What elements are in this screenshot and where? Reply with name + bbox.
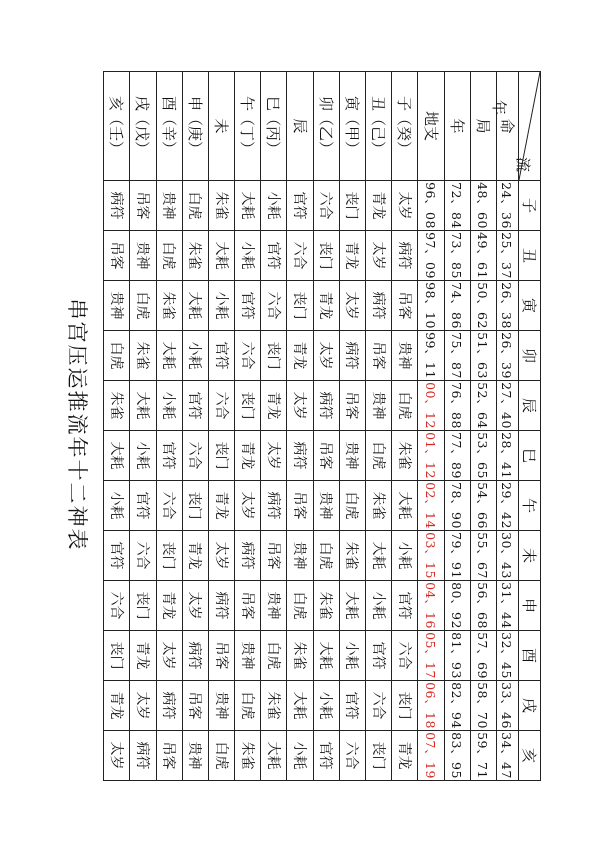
age-cell: 98、10	[418, 281, 444, 331]
branch-header: 寅	[519, 281, 541, 331]
age-cell: 06、18	[418, 681, 444, 731]
year-row	[130, 72, 156, 781]
god-cell: 小耗	[287, 731, 313, 781]
god-cell: 六合	[235, 331, 261, 381]
age-cell: 54、66	[470, 481, 496, 531]
god-cell: 六合	[366, 681, 392, 731]
god-cell: 太岁	[130, 681, 156, 731]
god-cell: 太岁	[261, 431, 287, 481]
god-cell: 病符	[392, 231, 418, 281]
god-cell: 大耗	[313, 631, 339, 681]
age-cell: 80、92	[444, 581, 470, 631]
year-row	[261, 72, 287, 781]
age-cell: 51、63	[470, 331, 496, 381]
god-cell: 太岁	[182, 581, 208, 631]
year-row-label: 戌（戊）	[130, 72, 156, 181]
branch-header: 子	[519, 181, 541, 231]
god-cell: 朱雀	[313, 581, 339, 631]
god-cell: 青龙	[235, 431, 261, 481]
god-cell: 青龙	[182, 531, 208, 581]
god-cell: 大耗	[235, 181, 261, 231]
corner-diagonal-cell	[490, 72, 541, 181]
age-cell: 97、09	[418, 231, 444, 281]
year-row	[313, 72, 339, 781]
age-cell: 77、89	[444, 431, 470, 481]
god-cell: 小耗	[235, 231, 261, 281]
god-cell: 丧门	[392, 681, 418, 731]
god-cell: 太岁	[339, 281, 365, 331]
god-cell: 朱雀	[104, 381, 130, 431]
age-cell: 26、39	[497, 331, 519, 381]
age-cell: 24、36	[497, 181, 519, 231]
age-cell: 28、41	[497, 431, 519, 481]
god-cell: 大耗	[130, 381, 156, 431]
age-cell: 27、40	[497, 381, 519, 431]
god-cell: 官符	[392, 581, 418, 631]
age-cell: 52、64	[470, 381, 496, 431]
year-row	[287, 72, 313, 781]
god-cell: 贵神	[366, 381, 392, 431]
age-cell: 25、37	[497, 231, 519, 281]
branch-header: 卯	[519, 331, 541, 381]
god-cell: 丧门	[339, 181, 365, 231]
age-cell: 59、71	[470, 731, 496, 781]
age-cell: 02、14	[418, 481, 444, 531]
god-cell: 贵神	[182, 731, 208, 781]
god-cell: 吊客	[366, 331, 392, 381]
god-cell: 病符	[130, 731, 156, 781]
god-cell: 白虎	[339, 481, 365, 531]
god-cell: 青龙	[287, 331, 313, 381]
god-cell: 吊客	[392, 281, 418, 331]
god-cell: 朱雀	[261, 681, 287, 731]
god-cell: 白虎	[366, 431, 392, 481]
god-cell: 吊客	[235, 581, 261, 631]
god-cell: 丧门	[208, 431, 234, 481]
god-cell: 丧门	[235, 381, 261, 431]
age-cell: 32、45	[497, 631, 519, 681]
twelve-gods-table	[103, 71, 541, 781]
god-cell: 青龙	[313, 281, 339, 331]
age-row-label: 地支	[418, 72, 444, 181]
branch-header: 酉	[519, 631, 541, 681]
age-cell: 34、47	[497, 731, 519, 781]
year-row-label: 未	[208, 72, 234, 181]
age-cell: 76、88	[444, 381, 470, 431]
god-cell: 朱雀	[392, 431, 418, 481]
age-cell: 31、44	[497, 581, 519, 631]
year-row-label: 午（丁）	[235, 72, 261, 181]
god-cell: 官符	[287, 181, 313, 231]
god-cell: 官符	[182, 381, 208, 431]
god-cell: 青龙	[104, 681, 130, 731]
god-cell: 小耗	[104, 481, 130, 531]
god-cell: 吊客	[287, 481, 313, 531]
branch-header: 戌	[519, 681, 541, 731]
age-cell: 03、15	[418, 531, 444, 581]
god-cell: 丧门	[366, 731, 392, 781]
god-cell: 吊客	[313, 431, 339, 481]
god-cell: 朱雀	[339, 531, 365, 581]
god-cell: 太岁	[156, 631, 182, 681]
god-cell: 小耗	[130, 431, 156, 481]
god-cell: 朱雀	[208, 181, 234, 231]
age-cell: 26、38	[497, 281, 519, 331]
year-row	[208, 72, 234, 781]
age-row-label: 命	[497, 72, 519, 181]
branch-header: 巳	[519, 431, 541, 481]
god-cell: 白虎	[392, 381, 418, 431]
age-cell: 48、60	[470, 181, 496, 231]
god-cell: 白虎	[313, 531, 339, 581]
god-cell: 大耗	[104, 431, 130, 481]
age-cell: 53、65	[470, 431, 496, 481]
god-cell: 病符	[156, 681, 182, 731]
god-cell: 小耗	[339, 631, 365, 681]
age-cell: 96、08	[418, 181, 444, 231]
god-cell: 太岁	[235, 481, 261, 531]
god-cell: 白虎	[287, 581, 313, 631]
god-cell: 官符	[104, 531, 130, 581]
god-cell: 病符	[366, 281, 392, 331]
branch-header-row	[519, 72, 541, 781]
god-cell: 贵神	[208, 681, 234, 731]
god-cell: 朱雀	[366, 481, 392, 531]
god-cell: 大耗	[261, 731, 287, 781]
god-cell: 大耗	[156, 331, 182, 381]
god-cell: 贵神	[339, 431, 365, 481]
god-cell: 贵神	[392, 331, 418, 381]
god-cell: 六合	[130, 531, 156, 581]
god-cell: 小耗	[261, 181, 287, 231]
god-cell: 六合	[392, 631, 418, 681]
god-cell: 六合	[287, 231, 313, 281]
god-cell: 大耗	[208, 231, 234, 281]
year-row-label: 丑（己）	[366, 72, 392, 181]
god-cell: 青龙	[156, 581, 182, 631]
year-row-label: 辰	[287, 72, 313, 181]
year-row-label: 亥（壬）	[104, 72, 130, 181]
year-row-label: 卯（乙）	[313, 72, 339, 181]
god-cell: 青龙	[366, 181, 392, 231]
year-row	[182, 72, 208, 781]
branch-header: 未	[519, 531, 541, 581]
god-cell: 白虎	[208, 731, 234, 781]
god-cell: 白虎	[130, 281, 156, 331]
god-cell: 六合	[104, 581, 130, 631]
god-cell: 朱雀	[130, 331, 156, 381]
god-cell: 小耗	[182, 331, 208, 381]
god-cell: 朱雀	[287, 631, 313, 681]
god-cell: 太岁	[104, 731, 130, 781]
year-row	[104, 72, 130, 781]
age-row	[444, 72, 470, 781]
god-cell: 朱雀	[182, 231, 208, 281]
god-cell: 太岁	[392, 181, 418, 231]
age-row	[470, 72, 496, 781]
god-cell: 六合	[339, 731, 365, 781]
god-cell: 小耗	[313, 681, 339, 731]
god-cell: 大耗	[392, 481, 418, 531]
age-cell: 75、87	[444, 331, 470, 381]
god-cell: 吊客	[156, 731, 182, 781]
god-cell: 吊客	[261, 531, 287, 581]
god-cell: 病符	[287, 431, 313, 481]
god-cell: 官符	[366, 631, 392, 681]
god-cell: 病符	[235, 531, 261, 581]
god-cell: 贵神	[287, 531, 313, 581]
god-cell: 官符	[156, 431, 182, 481]
god-cell: 贵神	[235, 631, 261, 681]
god-cell: 白虎	[156, 231, 182, 281]
age-cell: 55、67	[470, 531, 496, 581]
god-cell: 青龙	[339, 231, 365, 281]
branch-header: 午	[519, 481, 541, 531]
year-row-label: 寅（甲）	[339, 72, 365, 181]
god-cell: 大耗	[182, 281, 208, 331]
god-cell: 白虎	[182, 181, 208, 231]
god-cell: 病符	[313, 381, 339, 431]
god-cell: 太岁	[313, 331, 339, 381]
age-cell: 81、93	[444, 631, 470, 681]
god-cell: 病符	[208, 581, 234, 631]
god-cell: 官符	[208, 331, 234, 381]
age-cell: 78、90	[444, 481, 470, 531]
god-cell: 官符	[339, 681, 365, 731]
age-cell: 56、68	[470, 581, 496, 631]
god-cell: 贵神	[156, 181, 182, 231]
god-cell: 吊客	[208, 631, 234, 681]
age-cell: 33、46	[497, 681, 519, 731]
year-row	[156, 72, 182, 781]
god-cell: 吊客	[104, 231, 130, 281]
god-cell: 丧门	[287, 281, 313, 331]
god-cell: 官符	[235, 281, 261, 331]
age-row	[418, 72, 444, 781]
god-cell: 官符	[261, 231, 287, 281]
year-row	[392, 72, 418, 781]
age-cell: 99、11	[418, 331, 444, 381]
age-row-label: 局	[470, 72, 496, 181]
year-row-label: 申（庚）	[182, 72, 208, 181]
branch-header: 申	[519, 581, 541, 631]
age-cell: 82、94	[444, 681, 470, 731]
age-cell: 73、85	[444, 231, 470, 281]
god-cell: 丧门	[313, 231, 339, 281]
year-row	[339, 72, 365, 781]
god-cell: 白虎	[261, 631, 287, 681]
god-cell: 太岁	[287, 381, 313, 431]
age-cell: 04、16	[418, 581, 444, 631]
age-cell: 50、62	[470, 281, 496, 331]
branch-header: 辰	[519, 381, 541, 431]
god-cell: 贵神	[261, 581, 287, 631]
god-cell: 贵神	[130, 231, 156, 281]
god-cell: 六合	[156, 481, 182, 531]
god-cell: 朱雀	[156, 281, 182, 331]
page-title: 串宫压运推流年十二神表	[65, 298, 89, 552]
age-cell: 74、86	[444, 281, 470, 331]
god-cell: 大耗	[287, 681, 313, 731]
god-cell: 官符	[130, 481, 156, 531]
table-area	[103, 71, 541, 780]
god-cell: 六合	[261, 281, 287, 331]
god-cell: 青龙	[208, 481, 234, 531]
god-cell: 小耗	[366, 581, 392, 631]
god-cell: 六合	[182, 431, 208, 481]
age-cell: 79、91	[444, 531, 470, 581]
god-cell: 丧门	[104, 631, 130, 681]
god-cell: 吊客	[182, 681, 208, 731]
year-row	[235, 72, 261, 781]
age-cell: 83、95	[444, 731, 470, 781]
god-cell: 青龙	[392, 731, 418, 781]
age-cell: 72、84	[444, 181, 470, 231]
god-cell: 病符	[261, 481, 287, 531]
god-cell: 太岁	[208, 531, 234, 581]
god-cell: 丧门	[130, 581, 156, 631]
age-row-label: 年	[444, 72, 470, 181]
year-row-label: 子（癸）	[392, 72, 418, 181]
god-cell: 小耗	[156, 381, 182, 431]
god-cell: 白虎	[235, 681, 261, 731]
age-cell: 58、70	[470, 681, 496, 731]
god-cell: 贵神	[104, 281, 130, 331]
year-row-label: 酉（辛）	[156, 72, 182, 181]
age-row	[497, 72, 519, 781]
god-cell: 病符	[104, 181, 130, 231]
corner-label-top: 流	[514, 156, 532, 172]
god-cell: 太岁	[366, 231, 392, 281]
god-cell: 大耗	[339, 581, 365, 631]
age-cell: 00、12	[418, 381, 444, 431]
age-cell: 29、42	[497, 481, 519, 531]
age-cell: 05、17	[418, 631, 444, 681]
god-cell: 丧门	[182, 481, 208, 531]
god-cell: 丧门	[261, 331, 287, 381]
branch-header: 亥	[519, 731, 541, 781]
year-row-label: 巳（丙）	[261, 72, 287, 181]
god-cell: 病符	[339, 331, 365, 381]
god-cell: 小耗	[208, 281, 234, 331]
age-cell: 01、12	[418, 431, 444, 481]
god-cell: 六合	[208, 381, 234, 431]
god-cell: 吊客	[339, 381, 365, 431]
age-cell: 30、43	[497, 531, 519, 581]
god-cell: 六合	[313, 181, 339, 231]
god-cell: 青龙	[130, 631, 156, 681]
god-cell: 朱雀	[235, 731, 261, 781]
rotated-table-container	[103, 71, 541, 780]
corner-label-bottom: 年	[490, 100, 508, 116]
branch-header: 丑	[519, 231, 541, 281]
god-cell: 白虎	[104, 331, 130, 381]
god-cell: 小耗	[392, 531, 418, 581]
god-cell: 丧门	[156, 531, 182, 581]
god-cell: 病符	[182, 631, 208, 681]
god-cell: 吊客	[130, 181, 156, 231]
age-cell: 57、69	[470, 631, 496, 681]
god-cell: 官符	[313, 731, 339, 781]
year-row	[366, 72, 392, 781]
god-cell: 青龙	[261, 381, 287, 431]
god-cell: 大耗	[366, 531, 392, 581]
age-cell: 07、19	[418, 731, 444, 781]
god-cell: 贵神	[313, 481, 339, 531]
age-cell: 49、61	[470, 231, 496, 281]
